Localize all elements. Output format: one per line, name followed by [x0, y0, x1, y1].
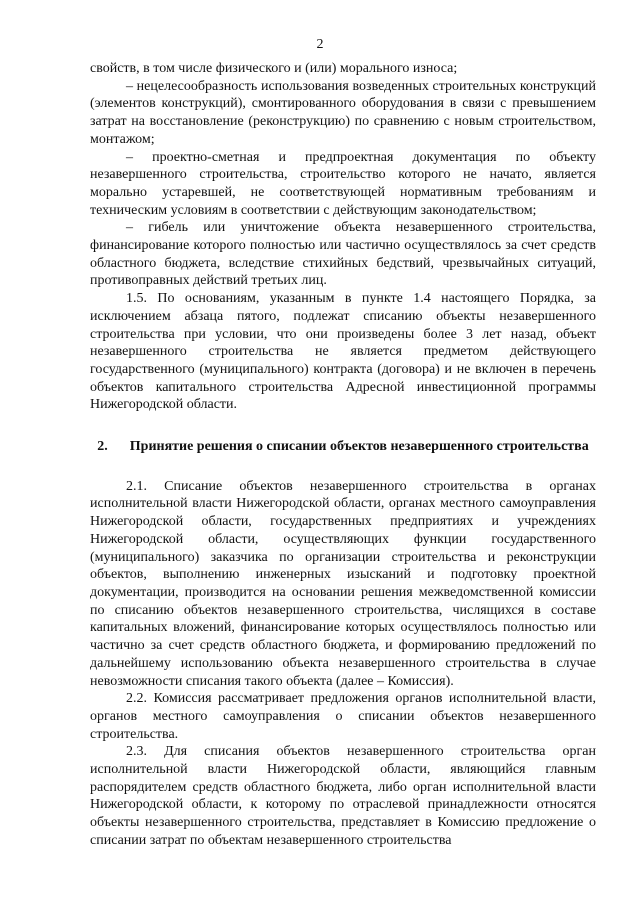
- paragraph: свойств, в том числе физического и (или) морального износа;: [90, 61, 458, 76]
- document-body: [90, 60, 596, 850]
- section-heading: [90, 438, 596, 456]
- paragraph: – гибель или уничтожение объекта незавершенного строительства, финансирование которого полностью или частично осуществлялось за счет средств областного бюджета, вследствие стихийных бедствий, чрезвычайных ситуаций, противоправных действий третьих лиц.: [90, 220, 596, 289]
- page-number: 2: [316, 37, 324, 52]
- paragraph: 1.5. По основаниям, указанным в пункте 1.4 настоящего Порядка, за исключением абзаца пятого, подлежат списанию объекты незавершенного строительства при условии, что они произведены более 3 лет назад, объект незавершенного строительства не является предметом действующего государственного (муниципального) контракта (договора) и не включен в перечень объектов капитального строительства Адресной инвестиционной программы Нижегородской области.: [90, 291, 596, 413]
- paragraph: 2.3. Для списания объектов незавершенного строительства орган исполнительной власти Нижегородской области, являющийся главным распорядителем средств областного бюджета, либо орган исполнительной власти Нижегородской области, к которому по отраслевой принадлежности относятся объекты незавершенного строительства, представляет в Комиссию предложение о списании затрат по объектам незавершенного строительства: [90, 744, 596, 848]
- paragraph: – нецелесообразность использования возведенных строительных конструкций (элементов конструкций), смонтированного оборудования в связи с превышением затрат на восстановление (реконструкцию) по сравнению с новым строительством, монтажом;: [90, 78, 596, 147]
- section-number: 2.: [97, 439, 108, 455]
- section-title: Принятие решения о списании объектов незавершенного строительства: [129, 439, 589, 455]
- paragraph: 2.2. Комиссия рассматривает предложения органов исполнительной власти, органов местного самоуправления о списании объектов незавершенного строительства.: [90, 691, 596, 742]
- paragraph: – проектно-сметная и предпроектная документация по объекту незавершенного строительства, строительство которого не начато, является морально устаревшей, не соответствующей нормативным требованиям и техническим условиям в соответствии с действующим законодательством;: [90, 149, 596, 218]
- paragraph: 2.1. Списание объектов незавершенного строительства в органах исполнительной власти Нижегородской области, органах местного самоуправления Нижегородской области, государственных предприятиях и учреждениях Нижегородской области, осуществляющих функции государственного (муниципального) заказчика по организации строительства и реконструкции объектов, выполнению инженерных изысканий и подготовку проектной документации, производится на основании решения межведомственной комиссии по списанию объектов незавершенного строительства, числящихся в составе капитальных вложений, финансирование которых осуществлялось полностью или частично за счет средств областного бюджета, и формированию предложений по дальнейшему использованию объекта незавершенного строительства в случае невозможности списания такого объекта (далее – Комиссия).: [90, 478, 596, 689]
